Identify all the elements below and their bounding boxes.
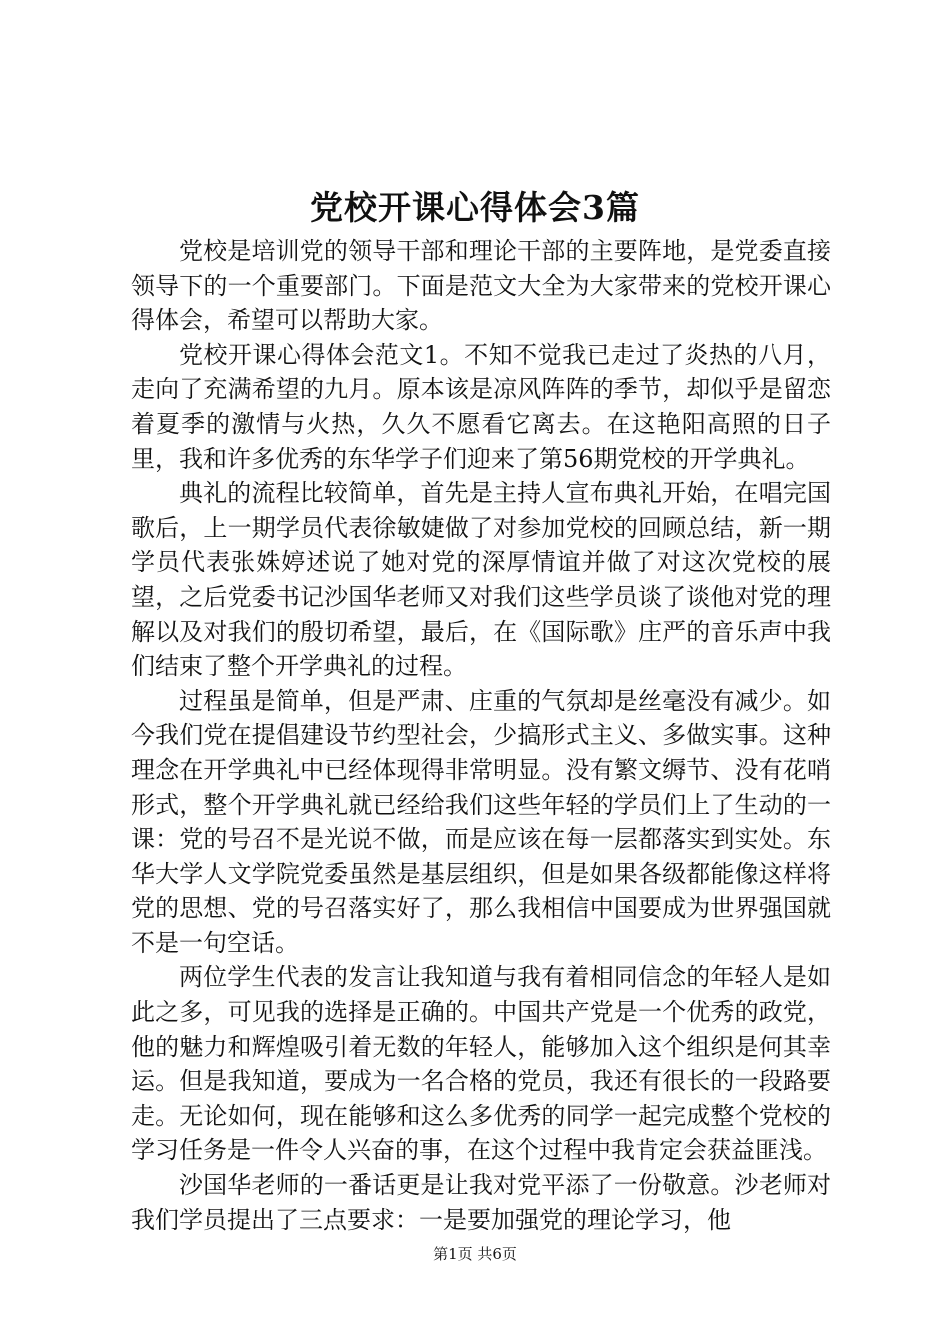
document-body (131, 234, 831, 1237)
page-number-footer: 第1页 共6页 (433, 1245, 517, 1263)
paragraph-atmosphere: 过程虽是简单，但是严肃、庄重的气氛却是丝毫没有减少。如今我们党在提倡建设节约型社会，少搞形式主义、多做实事。这种理念在开学典礼中已经体现得非常明显。没有繁文缛节、没有花哨形式，整个开学典礼就已经给我们这些年轻的学员们上了生动的一课：党的号召不是光说不做，而是应该在每一层都落实到实处。东华大学人文学院党委虽然是基层组织，但是如果各级都能像这样将党的思想、党的号召落实好了，那么我相信中国要成为世界强国就不是一句空话。 (131, 686, 831, 957)
paragraph-intro: 党校是培训党的领导干部和理论干部的主要阵地，是党委直接领导下的一个重要部门。下面是范文大全为大家带来的党校开课心得体会，希望可以帮助大家。 (131, 237, 831, 335)
document-title: 党校开课心得体会3篇 (310, 188, 640, 227)
paragraph-teacher-remarks: 沙国华老师的一番话更是让我对党平添了一份敬意。沙老师对我们学员提出了三点要求：一是要加强党的理论学习，他 (131, 1171, 831, 1234)
paragraph-sample-1: 党校开课心得体会范文1。不知不觉我已走过了炎热的八月，走向了充满希望的九月。原本该是凉风阵阵的季节，却似乎是留恋着夏季的激情与火热，久久不愿看它离去。在这艳阳高照的日子里，我和许多优秀的东华学子们迎来了第56期党校的开学典礼。 (131, 340, 831, 473)
paragraph-student-representatives: 两位学生代表的发言让我知道与我有着相同信念的年轻人是如此之多，可见我的选择是正确的。中国共产党是一个优秀的政党，他的魅力和辉煌吸引着无数的年轻人，能够加入这个组织是何其幸运。但是我知道，要成为一名合格的党员，我还有很长的一段路要走。无论如何，现在能够和这么多优秀的同学一起完成整个党校的学习任务是一件令人兴奋的事，在这个过程中我肯定会获益匪浅。 (131, 963, 831, 1165)
paragraph-ceremony-process: 典礼的流程比较简单，首先是主持人宣布典礼开始，在唱完国歌后，上一期学员代表徐敏婕做了对参加党校的回顾总结，新一期学员代表张姝婷述说了她对党的深厚情谊并做了对这次党校的展望，之后党委书记沙国华老师又对我们这些学员谈了谈他对党的理解以及对我们的殷切希望，最后，在《国际歌》庄严的音乐声中我们结束了整个开学典礼的过程。 (131, 479, 831, 681)
